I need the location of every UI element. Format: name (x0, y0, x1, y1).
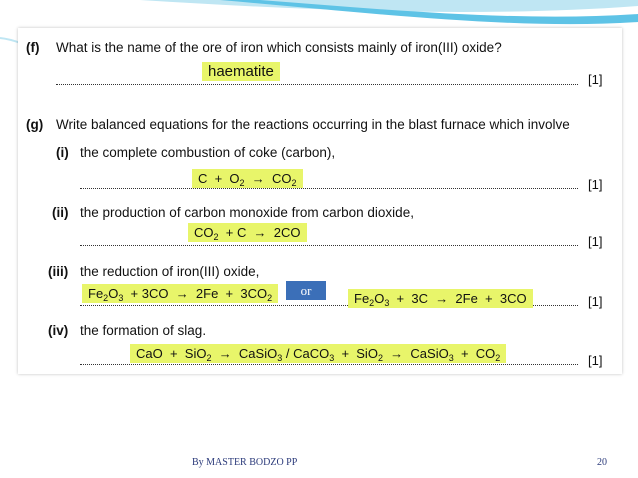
footer-author: By MASTER BODZO PP (192, 457, 298, 468)
marks-f: [1] (588, 72, 603, 87)
answer-line (80, 245, 578, 246)
part-i-text: the complete combustion of coke (carbon), (80, 145, 336, 160)
part-iv-label: (iv) (48, 323, 69, 338)
marks-iii: [1] (588, 294, 603, 309)
answer-equation-combustion: $C + O_2 \to CO_2$ (192, 169, 303, 188)
answer-line (56, 84, 578, 85)
answer-equation-reduction-co: $Fe_2O_3 + 3CO \to 2Fe + 3CO_2$ (82, 284, 278, 303)
marks-iv: [1] (588, 353, 603, 368)
part-ii-label: (ii) (52, 205, 69, 220)
answer-haematite: haematite (202, 62, 280, 81)
footer-page-number: 20 (597, 457, 607, 468)
answer-equation-slag: CaO + SiO$_2$ → CaSiO$_3$ / CaCO$_3$ + SiO$_2$ → CaSiO$_3$ + $CO_2$ (130, 344, 506, 363)
part-ii-text: the production of carbon monoxide from carbon dioxide, (80, 205, 414, 220)
answer-equation-reduction-c: $Fe_2O_3 + 3C \to 2Fe + 3CO$ (348, 289, 533, 308)
marks-i: [1] (588, 177, 603, 192)
answer-line (80, 364, 578, 365)
answer-equation-co-production: $CO_2 + C \to 2CO$ (188, 223, 307, 242)
part-iii-label: (iii) (48, 264, 69, 279)
question-g-label: (g) (26, 117, 44, 132)
question-f-text: What is the name of the ore of iron which consists mainly of iron(III) oxide? (56, 40, 502, 55)
question-g-text: Write balanced equations for the reactions occurring in the blast furnace which involve (56, 117, 570, 132)
marks-ii: [1] (588, 234, 603, 249)
part-i-label: (i) (56, 145, 69, 160)
part-iii-text: the reduction of iron(III) oxide, (80, 264, 260, 279)
or-label-box: or (286, 281, 326, 300)
exam-question-sheet (18, 28, 622, 374)
question-f-label: (f) (26, 40, 40, 55)
part-iv-text: the formation of slag. (80, 323, 207, 338)
answer-line (80, 188, 578, 189)
